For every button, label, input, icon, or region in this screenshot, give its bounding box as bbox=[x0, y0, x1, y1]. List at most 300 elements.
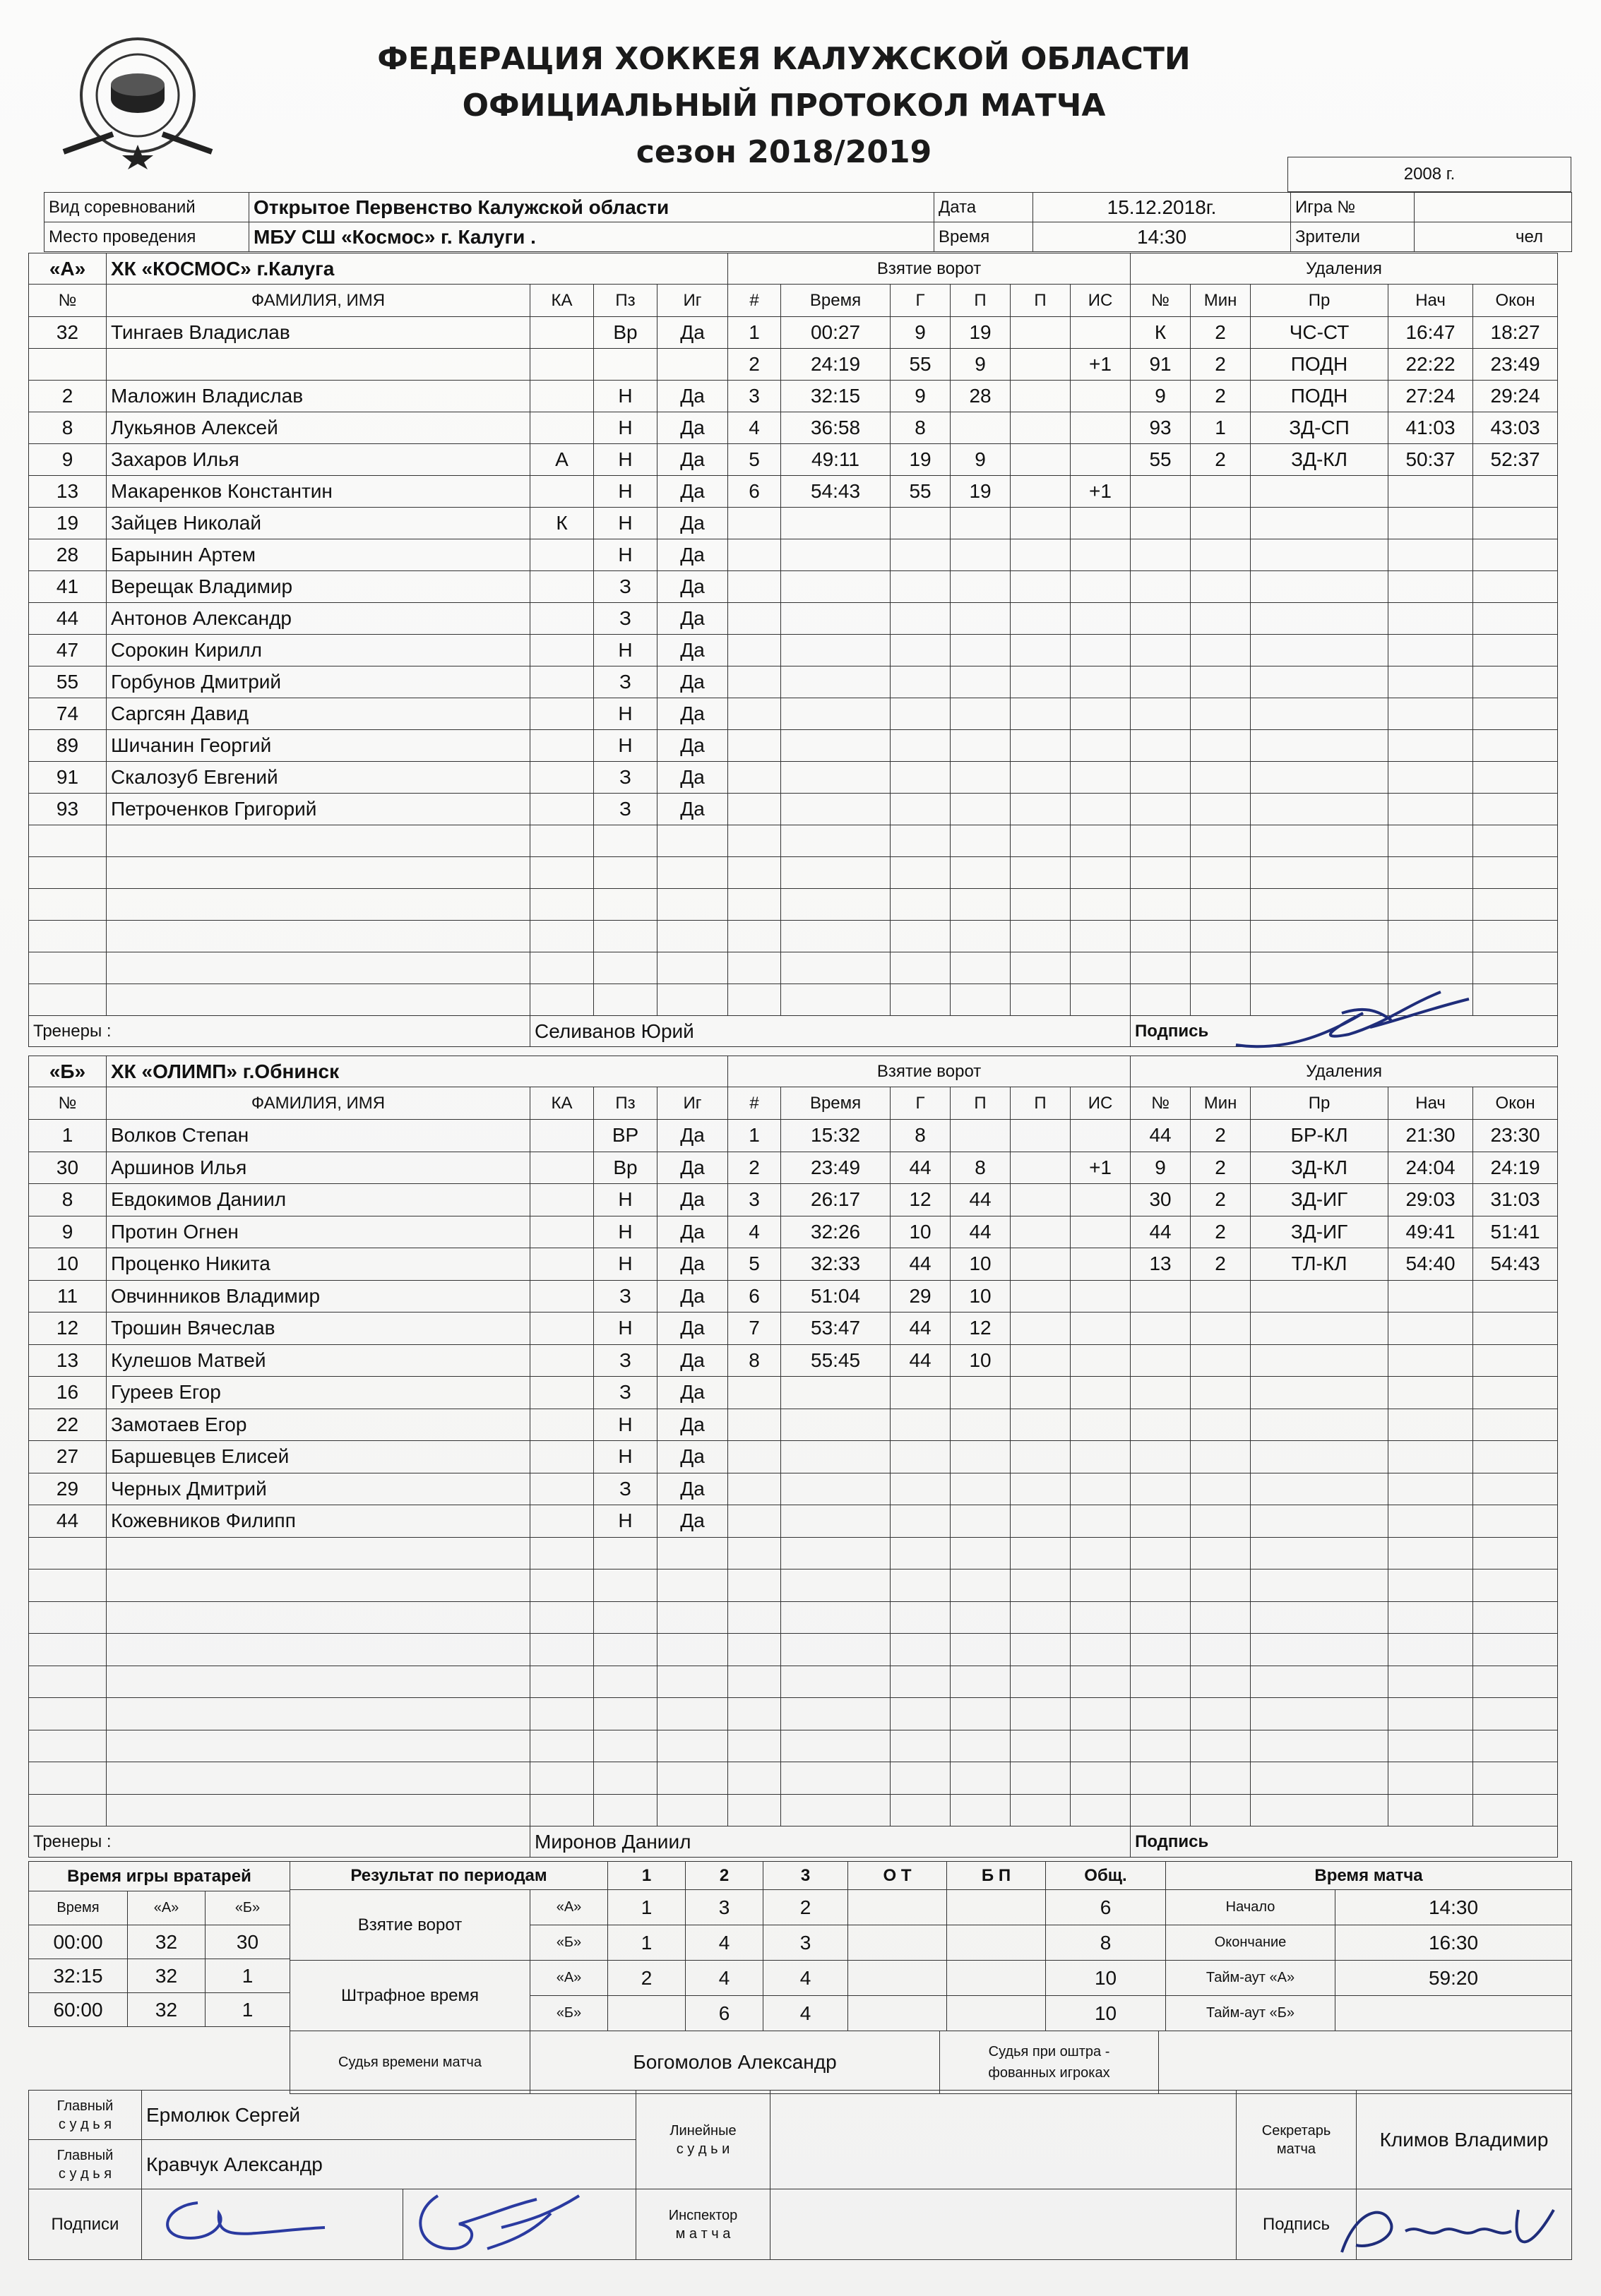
penalty-player: 13 bbox=[1131, 1248, 1191, 1281]
penalty-start: 41:03 bbox=[1388, 412, 1473, 444]
empty-cell bbox=[1388, 1569, 1473, 1602]
inspector-value bbox=[770, 2189, 1237, 2260]
signatures-label: Подписи bbox=[29, 2189, 142, 2260]
player-played: Да bbox=[657, 1409, 728, 1441]
player-position: Н bbox=[594, 1184, 657, 1216]
empty-cell bbox=[657, 984, 728, 1016]
empty-cell bbox=[781, 1473, 891, 1505]
empty-cell bbox=[107, 1537, 530, 1569]
empty-cell bbox=[951, 1730, 1011, 1762]
empty-cell bbox=[1011, 825, 1071, 857]
year-box bbox=[1287, 157, 1571, 192]
penalty-reason: ПОДН bbox=[1251, 381, 1388, 412]
period-ot: О Т bbox=[848, 1862, 947, 1890]
teamB-roster-table bbox=[28, 1056, 1558, 1858]
player-captain bbox=[530, 1409, 594, 1441]
empty-cell bbox=[728, 1569, 781, 1602]
player-position: З bbox=[594, 666, 657, 698]
empty-cell bbox=[891, 1441, 951, 1473]
pen-b-cell bbox=[608, 1996, 686, 2031]
goals-a-cell bbox=[848, 1890, 947, 1925]
goal-scorer: 8 bbox=[891, 412, 951, 444]
linesmen-value bbox=[770, 2091, 1237, 2189]
empty-cell bbox=[1071, 857, 1131, 889]
goal-assist-1: 9 bbox=[951, 444, 1011, 476]
empty-cell bbox=[1388, 635, 1473, 666]
empty-cell bbox=[1473, 1537, 1558, 1569]
empty-cell bbox=[1071, 698, 1131, 730]
empty-cell bbox=[728, 794, 781, 825]
empty-cell bbox=[781, 730, 891, 762]
empty-cell bbox=[1071, 794, 1131, 825]
empty-cell bbox=[1131, 476, 1191, 508]
player-position: Вр bbox=[594, 1152, 657, 1184]
goal-number: 5 bbox=[728, 1248, 781, 1281]
goal-assist-1: 28 bbox=[951, 381, 1011, 412]
empty-cell bbox=[1131, 730, 1191, 762]
empty-cell bbox=[1131, 1794, 1191, 1826]
empty-cell bbox=[1071, 1409, 1131, 1441]
player-captain bbox=[530, 1248, 594, 1281]
empty-cell bbox=[1388, 1505, 1473, 1538]
empty-cell bbox=[1191, 1505, 1251, 1538]
empty-cell bbox=[891, 539, 951, 571]
empty-cell bbox=[1071, 1762, 1131, 1795]
empty-cell bbox=[1251, 539, 1388, 571]
goal-assist-1: 44 bbox=[951, 1216, 1011, 1248]
empty-cell bbox=[1071, 984, 1131, 1016]
penalty-start: 22:22 bbox=[1388, 349, 1473, 381]
player-captain bbox=[530, 1280, 594, 1313]
goal-assist-1 bbox=[951, 1120, 1011, 1152]
penalties-section-title: Удаления bbox=[1131, 1056, 1558, 1087]
col-assist-1: П bbox=[951, 285, 1011, 317]
empty-cell bbox=[530, 1569, 594, 1602]
player-name: Трошин Вячеслав bbox=[107, 1313, 530, 1345]
player-captain bbox=[530, 539, 594, 571]
empty-cell bbox=[1131, 1730, 1191, 1762]
col-position: Пз bbox=[594, 1087, 657, 1120]
empty-cell bbox=[1191, 1377, 1251, 1409]
empty-cell bbox=[1251, 1377, 1388, 1409]
empty-cell bbox=[29, 921, 107, 952]
empty-cell bbox=[1251, 1634, 1388, 1666]
empty-cell bbox=[1251, 1473, 1388, 1505]
goals-b-cell bbox=[848, 1925, 947, 1961]
player-name: Лукьянов Алексей bbox=[107, 412, 530, 444]
player-name: Саргсян Давид bbox=[107, 698, 530, 730]
start-label: Начало bbox=[1166, 1890, 1335, 1925]
goal-strength bbox=[1071, 412, 1131, 444]
empty-cell bbox=[728, 1537, 781, 1569]
player-captain: А bbox=[530, 444, 594, 476]
empty-cell bbox=[728, 1794, 781, 1826]
goal-number: 4 bbox=[728, 1216, 781, 1248]
goal-time: 32:26 bbox=[781, 1216, 891, 1248]
player-number: 74 bbox=[29, 698, 107, 730]
penalty-reason: ЗД-ИГ bbox=[1251, 1216, 1388, 1248]
player-number: 93 bbox=[29, 794, 107, 825]
goal-scorer: 29 bbox=[891, 1280, 951, 1313]
empty-cell bbox=[1251, 1730, 1388, 1762]
penbox-label-line1: Судья при оштра - bbox=[988, 2044, 1110, 2059]
player-played: Да bbox=[657, 794, 728, 825]
empty-cell bbox=[781, 794, 891, 825]
empty-cell bbox=[1191, 1473, 1251, 1505]
player-position: З bbox=[594, 1377, 657, 1409]
team-b-tag: «Б» bbox=[530, 1925, 608, 1961]
penalty-player: 93 bbox=[1131, 412, 1191, 444]
date-value: 15.12.2018г. bbox=[1033, 193, 1291, 222]
penalty-reason: ЗД-КЛ bbox=[1251, 1152, 1388, 1184]
col-captain: КА bbox=[530, 285, 594, 317]
player-name bbox=[107, 349, 530, 381]
player-captain bbox=[530, 349, 594, 381]
col-pen-minutes: Мин bbox=[1191, 1087, 1251, 1120]
empty-cell bbox=[1071, 1505, 1131, 1538]
goal-time: 49:11 bbox=[781, 444, 891, 476]
empty-cell bbox=[891, 825, 951, 857]
player-played: Да bbox=[657, 539, 728, 571]
empty-cell bbox=[1131, 635, 1191, 666]
empty-cell bbox=[1011, 666, 1071, 698]
empty-cell bbox=[951, 1601, 1011, 1634]
empty-cell bbox=[657, 1537, 728, 1569]
col-name: ФАМИЛИЯ, ИМЯ bbox=[107, 285, 530, 317]
player-played: Да bbox=[657, 476, 728, 508]
empty-cell bbox=[781, 1762, 891, 1795]
empty-cell bbox=[781, 1634, 891, 1666]
period-1: 1 bbox=[608, 1862, 686, 1890]
empty-cell bbox=[107, 1730, 530, 1762]
empty-cell bbox=[1011, 1698, 1071, 1730]
goals-section-title: Взятие ворот bbox=[728, 1056, 1131, 1087]
player-captain bbox=[530, 1473, 594, 1505]
empty-cell bbox=[1473, 952, 1558, 984]
empty-cell bbox=[728, 857, 781, 889]
player-played bbox=[657, 349, 728, 381]
spectators-label: Зрители bbox=[1291, 222, 1415, 252]
player-captain bbox=[530, 571, 594, 603]
empty-cell bbox=[1388, 539, 1473, 571]
empty-cell bbox=[1251, 698, 1388, 730]
empty-cell bbox=[1131, 952, 1191, 984]
empty-cell bbox=[1388, 1409, 1473, 1441]
empty-cell bbox=[781, 952, 891, 984]
empty-cell bbox=[1191, 1698, 1251, 1730]
empty-cell bbox=[728, 1698, 781, 1730]
player-number: 16 bbox=[29, 1377, 107, 1409]
pen-b-cell bbox=[848, 1996, 947, 2031]
empty-cell bbox=[891, 857, 951, 889]
title-federation: ФЕДЕРАЦИЯ ХОККЕЯ КАЛУЖСКОЙ ОБЛАСТИ bbox=[377, 41, 1191, 77]
empty-cell bbox=[1388, 794, 1473, 825]
penalty-end: 24:19 bbox=[1473, 1152, 1558, 1184]
empty-cell bbox=[951, 762, 1011, 794]
empty-cell bbox=[107, 1762, 530, 1795]
empty-cell bbox=[1251, 1441, 1388, 1473]
empty-cell bbox=[657, 1634, 728, 1666]
empty-cell bbox=[1071, 666, 1131, 698]
empty-cell bbox=[1131, 857, 1191, 889]
empty-cell bbox=[891, 1698, 951, 1730]
goal-assist-1: 19 bbox=[951, 476, 1011, 508]
empty-cell bbox=[1131, 1569, 1191, 1602]
empty-cell bbox=[781, 1377, 891, 1409]
team-tag: «Б» bbox=[29, 1056, 107, 1087]
empty-cell bbox=[951, 508, 1011, 539]
empty-cell bbox=[781, 1698, 891, 1730]
empty-cell bbox=[1473, 1730, 1558, 1762]
empty-cell bbox=[781, 603, 891, 635]
col-pen-player: № bbox=[1131, 1087, 1191, 1120]
empty-cell bbox=[1473, 984, 1558, 1016]
player-captain bbox=[530, 1441, 594, 1473]
player-captain bbox=[530, 666, 594, 698]
empty-cell bbox=[107, 1634, 530, 1666]
empty-cell bbox=[951, 698, 1011, 730]
gk-cell: 00:00 bbox=[29, 1925, 128, 1959]
empty-cell bbox=[1071, 1601, 1131, 1634]
player-played: Да bbox=[657, 1120, 728, 1152]
empty-cell bbox=[1011, 571, 1071, 603]
penalty-start: 54:40 bbox=[1388, 1248, 1473, 1281]
player-number: 55 bbox=[29, 666, 107, 698]
empty-cell bbox=[1251, 794, 1388, 825]
player-position: Н bbox=[594, 476, 657, 508]
competition-label: Вид соревнований bbox=[44, 193, 249, 222]
empty-cell bbox=[781, 1666, 891, 1698]
goal-assist-2 bbox=[1011, 1313, 1071, 1345]
empty-cell bbox=[1011, 698, 1071, 730]
empty-cell bbox=[1011, 1601, 1071, 1634]
empty-cell bbox=[951, 1505, 1011, 1538]
empty-cell bbox=[530, 1794, 594, 1826]
player-captain bbox=[530, 1152, 594, 1184]
empty-cell bbox=[657, 1762, 728, 1795]
empty-cell bbox=[1388, 825, 1473, 857]
player-played: Да bbox=[657, 1184, 728, 1216]
player-played: Да bbox=[657, 1441, 728, 1473]
empty-cell bbox=[1071, 1473, 1131, 1505]
empty-cell bbox=[1131, 1441, 1191, 1473]
empty-cell bbox=[1011, 794, 1071, 825]
empty-cell bbox=[951, 603, 1011, 635]
penalty-reason: ПОДН bbox=[1251, 349, 1388, 381]
player-played: Да bbox=[657, 1248, 728, 1281]
empty-cell bbox=[1473, 1762, 1558, 1795]
empty-cell bbox=[891, 603, 951, 635]
player-number: 13 bbox=[29, 1344, 107, 1377]
empty-cell bbox=[1388, 1794, 1473, 1826]
chief-ref-word: с у д ь я bbox=[58, 2165, 112, 2182]
empty-cell bbox=[1251, 1344, 1388, 1377]
timekeeper-table bbox=[290, 2031, 1572, 2094]
empty-cell bbox=[594, 1634, 657, 1666]
goal-assist-1: 10 bbox=[951, 1280, 1011, 1313]
player-name: Антонов Александр bbox=[107, 603, 530, 635]
player-captain bbox=[530, 381, 594, 412]
goal-time: 26:17 bbox=[781, 1184, 891, 1216]
empty-cell bbox=[728, 1666, 781, 1698]
empty-cell bbox=[1131, 825, 1191, 857]
empty-cell bbox=[1011, 857, 1071, 889]
gk-col-time: Время bbox=[29, 1891, 128, 1925]
goal-time: 55:45 bbox=[781, 1344, 891, 1377]
empty-cell bbox=[1473, 921, 1558, 952]
empty-cell bbox=[1131, 1473, 1191, 1505]
gk-col-a: «А» bbox=[128, 1891, 206, 1925]
empty-cell bbox=[107, 1794, 530, 1826]
team-name: ХК «ОЛИМП» г.Обнинск bbox=[107, 1056, 728, 1087]
empty-cell bbox=[1131, 762, 1191, 794]
player-played: Да bbox=[657, 603, 728, 635]
chief-ref-word: с у д ь я bbox=[58, 2116, 112, 2132]
goal-assist-2 bbox=[1011, 349, 1071, 381]
empty-cell bbox=[1388, 1698, 1473, 1730]
empty-cell bbox=[951, 1666, 1011, 1698]
gk-cell: 1 bbox=[206, 1959, 290, 1993]
year-value: 2008 г. bbox=[1288, 157, 1571, 192]
player-number: 27 bbox=[29, 1441, 107, 1473]
empty-cell bbox=[891, 1666, 951, 1698]
pen-b-cell: 6 bbox=[686, 1996, 763, 2031]
player-captain bbox=[530, 1377, 594, 1409]
empty-cell bbox=[891, 508, 951, 539]
penalty-row-label: Штрафное время bbox=[290, 1961, 530, 2031]
player-number: 9 bbox=[29, 444, 107, 476]
empty-cell bbox=[1388, 1344, 1473, 1377]
penalty-player: 55 bbox=[1131, 444, 1191, 476]
player-position: Вр bbox=[594, 317, 657, 349]
empty-cell bbox=[594, 984, 657, 1016]
empty-cell bbox=[1191, 952, 1251, 984]
empty-cell bbox=[1191, 476, 1251, 508]
goal-assist-1: 19 bbox=[951, 317, 1011, 349]
gk-title: Время игры вратарей bbox=[29, 1862, 290, 1891]
empty-cell bbox=[594, 825, 657, 857]
end-value: 16:30 bbox=[1335, 1925, 1572, 1961]
player-name: Аршинов Илья bbox=[107, 1152, 530, 1184]
empty-cell bbox=[1071, 1730, 1131, 1762]
penalty-minutes: 2 bbox=[1191, 1152, 1251, 1184]
empty-cell bbox=[29, 1666, 107, 1698]
player-played: Да bbox=[657, 1280, 728, 1313]
secretary-word: матча bbox=[1276, 2141, 1316, 2157]
penalty-end: 29:24 bbox=[1473, 381, 1558, 412]
goal-scorer: 8 bbox=[891, 1120, 951, 1152]
empty-cell bbox=[951, 539, 1011, 571]
player-captain: К bbox=[530, 508, 594, 539]
player-position: З bbox=[594, 603, 657, 635]
player-number: 8 bbox=[29, 1184, 107, 1216]
empty-cell bbox=[1388, 698, 1473, 730]
empty-cell bbox=[1191, 603, 1251, 635]
col-pen-end: Окон bbox=[1473, 1087, 1558, 1120]
goal-strength: +1 bbox=[1071, 349, 1131, 381]
empty-cell bbox=[1388, 1473, 1473, 1505]
empty-cell bbox=[1011, 1569, 1071, 1602]
empty-cell bbox=[951, 1537, 1011, 1569]
empty-cell bbox=[891, 1473, 951, 1505]
empty-cell bbox=[1131, 539, 1191, 571]
empty-cell bbox=[951, 794, 1011, 825]
col-strength: ИС bbox=[1071, 285, 1131, 317]
empty-cell bbox=[29, 984, 107, 1016]
empty-cell bbox=[594, 1666, 657, 1698]
empty-cell bbox=[1473, 1473, 1558, 1505]
goal-scorer: 19 bbox=[891, 444, 951, 476]
empty-cell bbox=[891, 889, 951, 921]
team-b-tag: «Б» bbox=[530, 1996, 608, 2031]
player-number: 91 bbox=[29, 762, 107, 794]
empty-cell bbox=[1131, 889, 1191, 921]
penalty-end: 43:03 bbox=[1473, 412, 1558, 444]
end-label: Окончание bbox=[1166, 1925, 1335, 1961]
empty-cell bbox=[594, 889, 657, 921]
linesmen-word: с у д ь и bbox=[676, 2141, 730, 2157]
pen-a-cell bbox=[848, 1961, 947, 1996]
period-total: Общ. bbox=[1046, 1862, 1166, 1890]
empty-cell bbox=[1251, 1313, 1388, 1345]
col-number: № bbox=[29, 1087, 107, 1120]
player-played: Да bbox=[657, 635, 728, 666]
empty-cell bbox=[728, 1505, 781, 1538]
empty-cell bbox=[951, 1377, 1011, 1409]
empty-cell bbox=[1473, 1280, 1558, 1313]
empty-cell bbox=[107, 1666, 530, 1698]
player-number: 1 bbox=[29, 1120, 107, 1152]
empty-cell bbox=[728, 952, 781, 984]
empty-cell bbox=[1191, 1730, 1251, 1762]
player-position: З bbox=[594, 762, 657, 794]
goal-time: 36:58 bbox=[781, 412, 891, 444]
empty-cell bbox=[951, 1634, 1011, 1666]
penalty-start: 29:03 bbox=[1388, 1184, 1473, 1216]
empty-cell bbox=[1011, 889, 1071, 921]
empty-cell bbox=[781, 1569, 891, 1602]
empty-cell bbox=[1191, 1344, 1251, 1377]
empty-cell bbox=[1473, 794, 1558, 825]
penalty-player: К bbox=[1131, 317, 1191, 349]
linesmen-label bbox=[636, 2091, 770, 2189]
empty-cell bbox=[951, 635, 1011, 666]
player-name: Макаренков Константин bbox=[107, 476, 530, 508]
goal-number: 1 bbox=[728, 317, 781, 349]
empty-cell bbox=[1473, 666, 1558, 698]
goals-a-cell: 3 bbox=[686, 1890, 763, 1925]
player-position: Н bbox=[594, 698, 657, 730]
empty-cell bbox=[1473, 508, 1558, 539]
empty-cell bbox=[781, 1794, 891, 1826]
empty-cell bbox=[1191, 539, 1251, 571]
player-captain bbox=[530, 1184, 594, 1216]
player-name: Скалозуб Евгений bbox=[107, 762, 530, 794]
goals-a-cell: 2 bbox=[763, 1890, 848, 1925]
inspector-word: Инспектор bbox=[668, 2207, 738, 2223]
team-a-tag: «А» bbox=[530, 1890, 608, 1925]
player-captain bbox=[530, 635, 594, 666]
goals-a-cell bbox=[947, 1890, 1046, 1925]
goal-scorer: 44 bbox=[891, 1152, 951, 1184]
player-captain bbox=[530, 412, 594, 444]
empty-cell bbox=[951, 1473, 1011, 1505]
chief-ref-label-1 bbox=[29, 2091, 142, 2140]
goal-scorer: 44 bbox=[891, 1248, 951, 1281]
empty-cell bbox=[1071, 730, 1131, 762]
goals-b-cell: 1 bbox=[608, 1925, 686, 1961]
player-captain bbox=[530, 1120, 594, 1152]
